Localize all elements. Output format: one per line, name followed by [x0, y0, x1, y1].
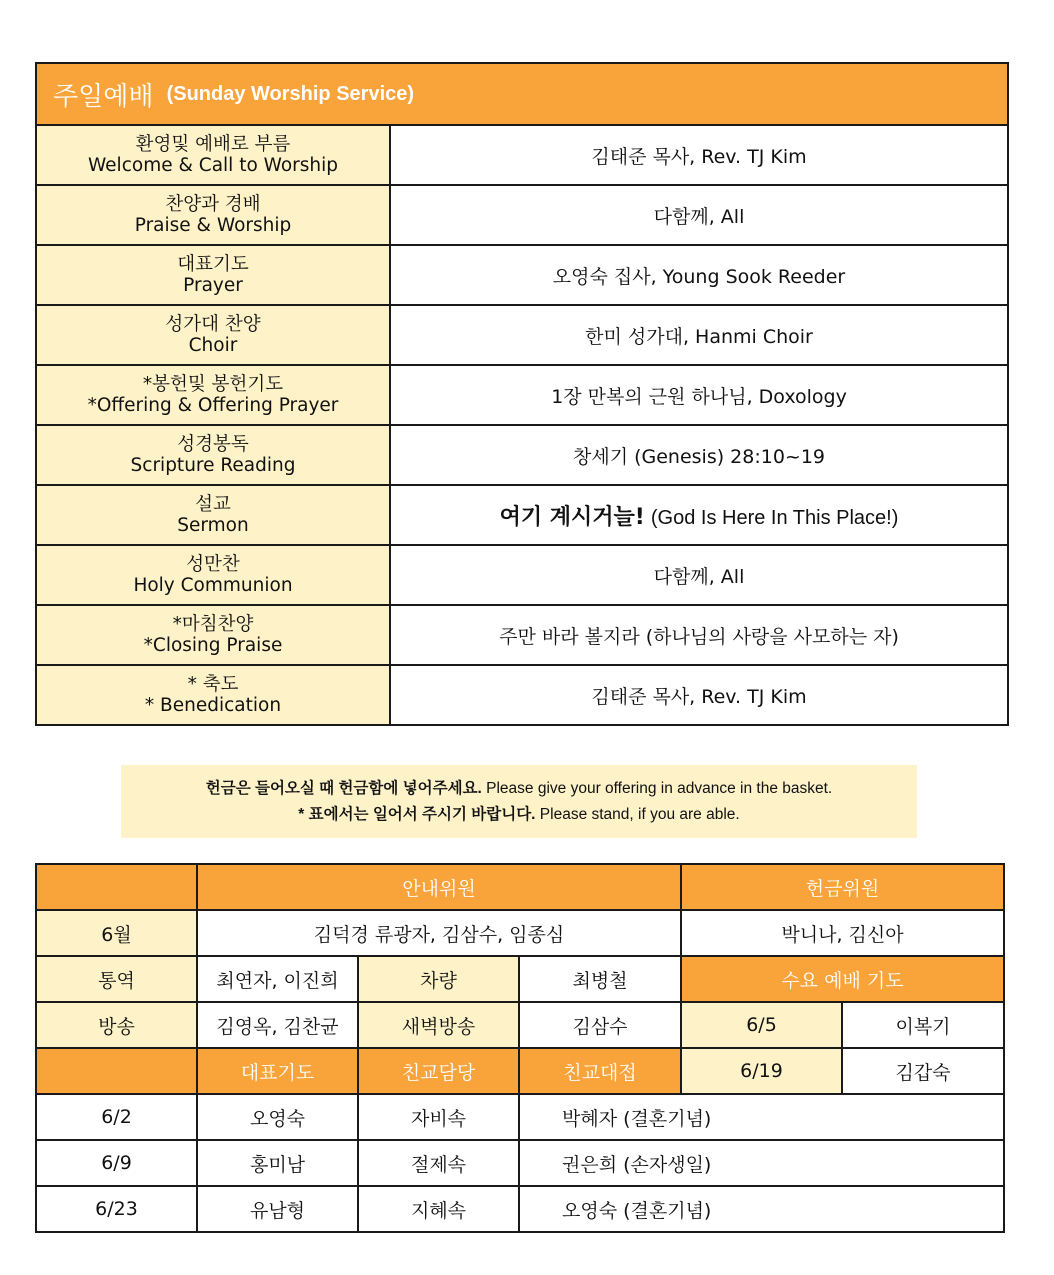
- week-fellowship: 지혜속: [358, 1186, 519, 1232]
- worship-item-label: [36, 485, 390, 545]
- week-row: [36, 1140, 1004, 1186]
- label-en: * Benedication: [144, 695, 282, 716]
- worship-item-value: 1장 만복의 근원 하나님, Doxology: [390, 365, 1008, 425]
- worship-row: [36, 545, 1008, 605]
- wed-prayer-date: 6/19: [681, 1048, 842, 1094]
- label-en: Holy Communion: [133, 575, 293, 596]
- worship-title-ko: 주일예배: [53, 81, 154, 112]
- week-prayer: 유남형: [197, 1186, 358, 1232]
- corner-cell: [36, 1048, 197, 1094]
- label-ko: * 축도: [187, 674, 239, 695]
- worship-item-value: 창세기 (Genesis) 28:10~19: [390, 425, 1008, 485]
- ushers-names: 김덕경 류광자, 김삼수, 임종심: [197, 910, 681, 956]
- vehicle-name: 최병철: [519, 956, 681, 1002]
- label-ko: 성경봉독: [177, 434, 249, 455]
- week-fellowship: 절제속: [358, 1140, 519, 1186]
- label-en: *Offering & Offering Prayer: [87, 395, 339, 416]
- label-ko: *봉헌및 봉헌기도: [142, 374, 284, 395]
- week-fellowship: 자비속: [358, 1094, 519, 1140]
- worship-item-label: [36, 545, 390, 605]
- week-date: 6/23: [36, 1186, 197, 1232]
- broadcast-label: 방송: [36, 1002, 197, 1048]
- week-date: 6/2: [36, 1094, 197, 1140]
- notice-line-2-ko: * 표에서는 일어서 주시기 바랍니다.: [298, 806, 536, 823]
- dawn-broadcast-label: 새벽방송: [358, 1002, 519, 1048]
- label-en: Praise & Worship: [134, 215, 292, 236]
- sermon-title-en: (God Is Here In This Place!): [650, 506, 899, 529]
- worship-row: [36, 485, 1008, 545]
- label-en: *Closing Praise: [143, 635, 283, 656]
- interp-label: 통역: [36, 956, 197, 1002]
- broadcast-names: 김영옥, 김찬균: [197, 1002, 358, 1048]
- schedule-row: [36, 1048, 1004, 1094]
- label-ko: 찬양과 경배: [165, 194, 261, 215]
- notice-line-2-en: Please stand, if you are able.: [539, 806, 740, 823]
- week-host: 박혜자 (결혼기념): [519, 1094, 1004, 1140]
- label-ko: 대표기도: [177, 254, 249, 275]
- week-prayer: 오영숙: [197, 1094, 358, 1140]
- worship-title-en: (Sunday Worship Service): [166, 82, 415, 105]
- worship-item-label: [36, 185, 390, 245]
- worship-row: [36, 425, 1008, 485]
- offering-notice: [121, 765, 917, 838]
- sermon-title-ko: 여기 계시거늘!: [499, 504, 645, 530]
- wed-prayer-name: 김갑숙: [842, 1048, 1004, 1094]
- label-en: Prayer: [183, 275, 243, 296]
- worship-item-label: [36, 125, 390, 185]
- label-en: Choir: [188, 335, 238, 356]
- offering-team-names: 박니나, 김신아: [681, 910, 1004, 956]
- worship-item-value: 주만 바라 볼지라 (하나님의 사랑을 사모하는 자): [390, 605, 1008, 665]
- wed-prayer-date: 6/5: [681, 1002, 842, 1048]
- interp-names: 최연자, 이진희: [197, 956, 358, 1002]
- worship-item-label: [36, 605, 390, 665]
- notice-line-1-ko: 헌금은 들어오실 때 헌금함에 넣어주세요.: [205, 780, 482, 797]
- week-host: 오영숙 (결혼기념): [519, 1186, 1004, 1232]
- label-en: Sermon: [177, 515, 249, 536]
- worship-item-value: 다함께, All: [390, 185, 1008, 245]
- week-row: [36, 1186, 1004, 1232]
- worship-item-label: [36, 665, 390, 725]
- volunteer-schedule-table: [35, 863, 1005, 1233]
- worship-header: [36, 63, 1008, 125]
- label-ko: 환영및 예배로 부름: [135, 134, 291, 155]
- schedule-row: [36, 910, 1004, 956]
- worship-row: [36, 185, 1008, 245]
- worship-order-table: [35, 62, 1009, 726]
- wed-prayer-header: 수요 예배 기도: [681, 956, 1004, 1002]
- worship-item-value: 다함께, All: [390, 545, 1008, 605]
- notice-line-1: [121, 776, 917, 802]
- worship-row: [36, 305, 1008, 365]
- worship-item-label: [36, 365, 390, 425]
- label-ko: 설교: [195, 494, 231, 515]
- month-label: 6월: [36, 910, 197, 956]
- schedule-row: [36, 956, 1004, 1002]
- label-en: Welcome & Call to Worship: [87, 155, 339, 176]
- dawn-broadcast-name: 김삼수: [519, 1002, 681, 1048]
- worship-item-value: 김태준 목사, Rev. TJ Kim: [390, 125, 1008, 185]
- worship-item-value: 김태준 목사, Rev. TJ Kim: [390, 665, 1008, 725]
- vehicle-label: 차량: [358, 956, 519, 1002]
- col-host-header: 친교대접: [519, 1048, 681, 1094]
- col-fellowship-header: 친교담당: [358, 1048, 519, 1094]
- worship-row: [36, 365, 1008, 425]
- worship-row: [36, 245, 1008, 305]
- week-host: 권은희 (손자생일): [519, 1140, 1004, 1186]
- sermon-title: [390, 485, 1008, 545]
- worship-row: [36, 665, 1008, 725]
- week-date: 6/9: [36, 1140, 197, 1186]
- worship-item-label: [36, 305, 390, 365]
- wed-prayer-name: 이복기: [842, 1002, 1004, 1048]
- worship-item-value: 한미 성가대, Hanmi Choir: [390, 305, 1008, 365]
- worship-item-label: [36, 425, 390, 485]
- worship-row: [36, 125, 1008, 185]
- worship-item-label: [36, 245, 390, 305]
- offering-team-header: 헌금위원: [681, 864, 1004, 910]
- schedule-row: [36, 1002, 1004, 1048]
- col-prayer-header: 대표기도: [197, 1048, 358, 1094]
- notice-line-1-en: Please give your offering in advance in the basket.: [486, 780, 833, 797]
- worship-item-value: 오영숙 집사, Young Sook Reeder: [390, 245, 1008, 305]
- corner-cell: [36, 864, 197, 910]
- week-prayer: 홍미남: [197, 1140, 358, 1186]
- notice-line-2: [121, 802, 917, 828]
- label-ko: *마침찬양: [172, 614, 254, 635]
- week-row: [36, 1094, 1004, 1140]
- schedule-header-row: [36, 864, 1004, 910]
- ushers-header: 안내위원: [197, 864, 681, 910]
- label-ko: 성만찬: [186, 554, 240, 575]
- label-ko: 성가대 찬양: [165, 314, 261, 335]
- label-en: Scripture Reading: [130, 455, 296, 476]
- worship-row: [36, 605, 1008, 665]
